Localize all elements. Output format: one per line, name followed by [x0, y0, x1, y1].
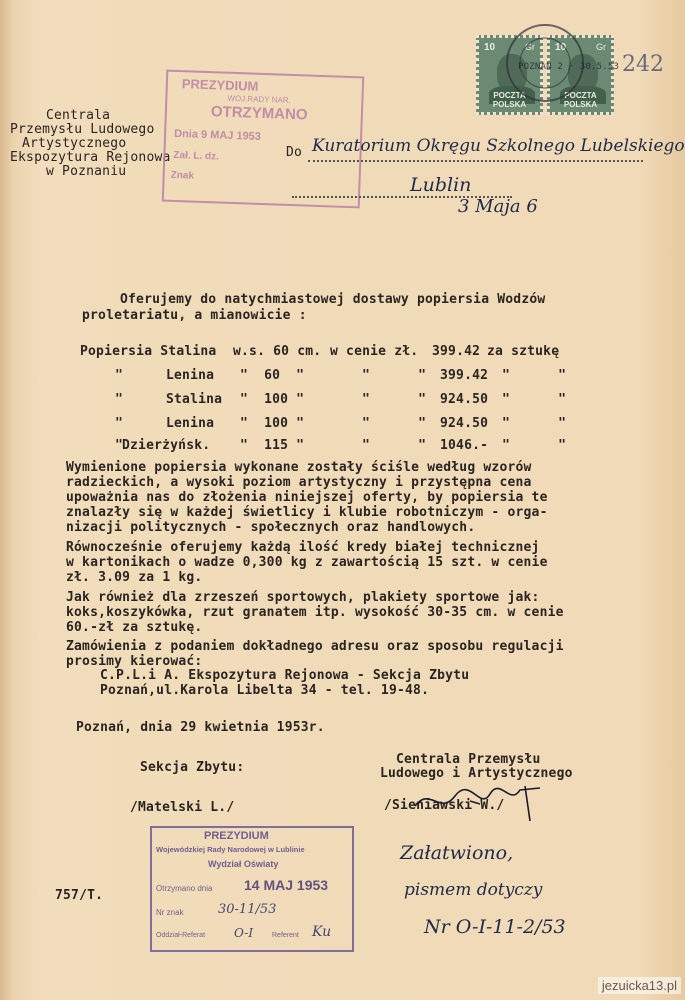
registry-stamp-referent: Ku — [312, 924, 332, 940]
registry-stamp — [150, 826, 354, 952]
received-stamp-line-5: Zał. L. dz. — [173, 149, 220, 163]
received-stamp-line-2: WOJ.RADY NAR. — [227, 93, 291, 105]
postage-value: 10 — [484, 42, 496, 53]
postage-value: 10 — [555, 42, 567, 53]
received-stamp-line-4: Dnia 9 MAJ 1953 — [173, 127, 262, 143]
offer-ditto: " — [115, 416, 124, 431]
registry-stamp-line-2: Wojewódzkiej Rady Narodowej w Lublinie — [156, 845, 305, 854]
offer-unit: " " — [502, 416, 567, 431]
offer-price: 1046.- — [440, 438, 489, 453]
right-signatory-name: /Sieniawski W./ — [384, 798, 505, 813]
right-signatory-title-1: Centrala Przemysłu — [396, 752, 541, 767]
paragraph-1: Wymienione popiersia wykonane zostały ściśle według wzorów radzieckich, a wysoki poziom artystyczny i przystępna cena upoważnia nas do złożenia niniejszej oferty, by popiersia te znalazły się w każdej świetlicy i klubie robotniczym - orga- nizacji politycznych - społecznych oraz handlowych. — [66, 460, 548, 535]
sender-line-5: w Poznaniu — [46, 164, 127, 179]
offer-unit: za sztukę — [487, 344, 560, 359]
postage-unit: Gr — [596, 42, 606, 52]
watermark: jezuicka13.pl — [598, 977, 681, 994]
registry-stamp-line-6-label-2: Referent — [272, 932, 299, 939]
sender-line-2: Przemysłu Ludowego — [10, 122, 155, 137]
received-stamp-line-1: PREZYDIUM — [181, 76, 259, 94]
address-line-2: Poznań,ul.Karola Libelta 34 - tel. 19-48. — [100, 683, 430, 698]
postage-label: POCZTA POLSKA — [492, 91, 527, 109]
dotted-line — [308, 160, 643, 162]
offer-price-prefix: " " — [362, 368, 427, 383]
offer-name: Stalina — [166, 392, 223, 407]
reference-number: 757/T. — [55, 888, 104, 903]
offer-height: w.s. 60 cm. — [233, 344, 322, 359]
offer-price: 399.42 — [432, 344, 481, 359]
recipient-name: Kuratorium Okręgu Szkolnego Lubelskiego — [312, 136, 685, 156]
letter-date: Poznań, dnia 29 kwietnia 1953r. — [76, 720, 325, 735]
offer-name: Dzierżyńsk. — [122, 438, 211, 453]
sender-line-3: Artystycznego — [22, 136, 127, 151]
offer-height: " 100 " — [240, 416, 305, 431]
offer-price-prefix: " " — [362, 392, 427, 407]
handwritten-note-1: Załatwiono, — [400, 842, 514, 864]
intro-line-2: proletariatu, a mianowicie : — [82, 308, 307, 323]
recipient-to: Do — [286, 145, 303, 160]
paragraph-4: Zamówienia z podaniem dokładnego adresu oraz sposobu regulacji prosimy kierować: — [66, 639, 564, 669]
offer-unit: " " — [502, 392, 567, 407]
offer-price-prefix: w cenie zł. — [330, 344, 419, 359]
registry-stamp-line-4-label: Otrzymano dnia — [156, 884, 213, 893]
address-line-1: C.P.L.i A. Ekspozytura Rejonowa - Sekcja Zbytu — [100, 668, 470, 683]
registry-stamp-dept: O-I — [234, 926, 254, 940]
paragraph-2: Równocześnie oferujemy każdą ilość kredy białej technicznej w kartonikach o wadze 0,300 kg z zawartością 15 szt. w cenie zł. 3.09 za 1 kg. — [66, 540, 548, 585]
offer-price: 924.50 — [440, 392, 489, 407]
page-number: 242 — [622, 52, 664, 77]
handwritten-note-2: pismem dotyczy — [404, 880, 543, 900]
offer-name: Lenina — [166, 368, 215, 383]
offer-ditto: " — [115, 368, 124, 383]
received-stamp-line-3: OTRZYMANO — [210, 103, 308, 124]
left-signatory-title: Sekcja Zbytu: — [140, 760, 245, 775]
registry-stamp-date: 14 MAJ 1953 — [244, 877, 329, 893]
left-signatory-name: /Matelski L./ — [130, 800, 235, 815]
sender-line-4: Ekspozytura Rejonowa — [10, 150, 171, 165]
sender-line-1: Centrala — [46, 108, 111, 123]
offer-price: 399.42 — [440, 368, 489, 383]
postage-label: POCZTA POLSKA — [563, 91, 598, 109]
right-signatory-title-2: Ludowego i Artystycznego — [380, 766, 573, 781]
intro-line-1: Oferujemy do natychmiastowej dostawy popiersia Wodzów — [120, 292, 546, 307]
offer-price: 924.50 — [440, 416, 489, 431]
offer-height: " 115 " — [240, 438, 305, 453]
registry-stamp-line-6-label: Oddział-Referat — [156, 932, 206, 939]
handwritten-signature-icon — [410, 776, 550, 826]
offer-ditto: " — [115, 438, 124, 453]
offer-height: " 100 " — [240, 392, 305, 407]
offer-price-prefix: " " — [362, 416, 427, 431]
offer-unit: " " — [502, 368, 567, 383]
registry-stamp-line-1: PREZYDIUM — [204, 830, 269, 842]
offer-price-prefix: " " — [362, 438, 427, 453]
received-stamp-line-6: Znak — [170, 169, 195, 182]
offer-height: " 60 " — [240, 368, 305, 383]
paragraph-3: Jak również dla zrzeszeń sportowych, plakiety sportowe jak: koks,koszykówka, rzut granatem itp. wysokość 30-35 cm. w cenie 60.-zł za sztukę. — [66, 590, 564, 635]
registry-stamp-line-5-label: Nr znak — [156, 908, 184, 917]
registry-stamp-number: 30-11/53 — [218, 902, 277, 917]
postmark-text: POZNAŃ 2 · 30.5.53 — [518, 62, 620, 72]
offer-unit: " " — [502, 438, 567, 453]
postage-unit: Gr — [525, 42, 535, 52]
offer-ditto: " — [115, 392, 124, 407]
offer-name: Popiersia Stalina — [80, 344, 217, 359]
recipient-city: Lublin — [410, 174, 472, 196]
handwritten-note-3: Nr O-I-11-2/53 — [424, 916, 566, 938]
registry-stamp-line-3: Wydział Oświaty — [208, 859, 279, 869]
offer-name: Lenina — [166, 416, 215, 431]
recipient-street: 3 Maja 6 — [458, 196, 538, 217]
